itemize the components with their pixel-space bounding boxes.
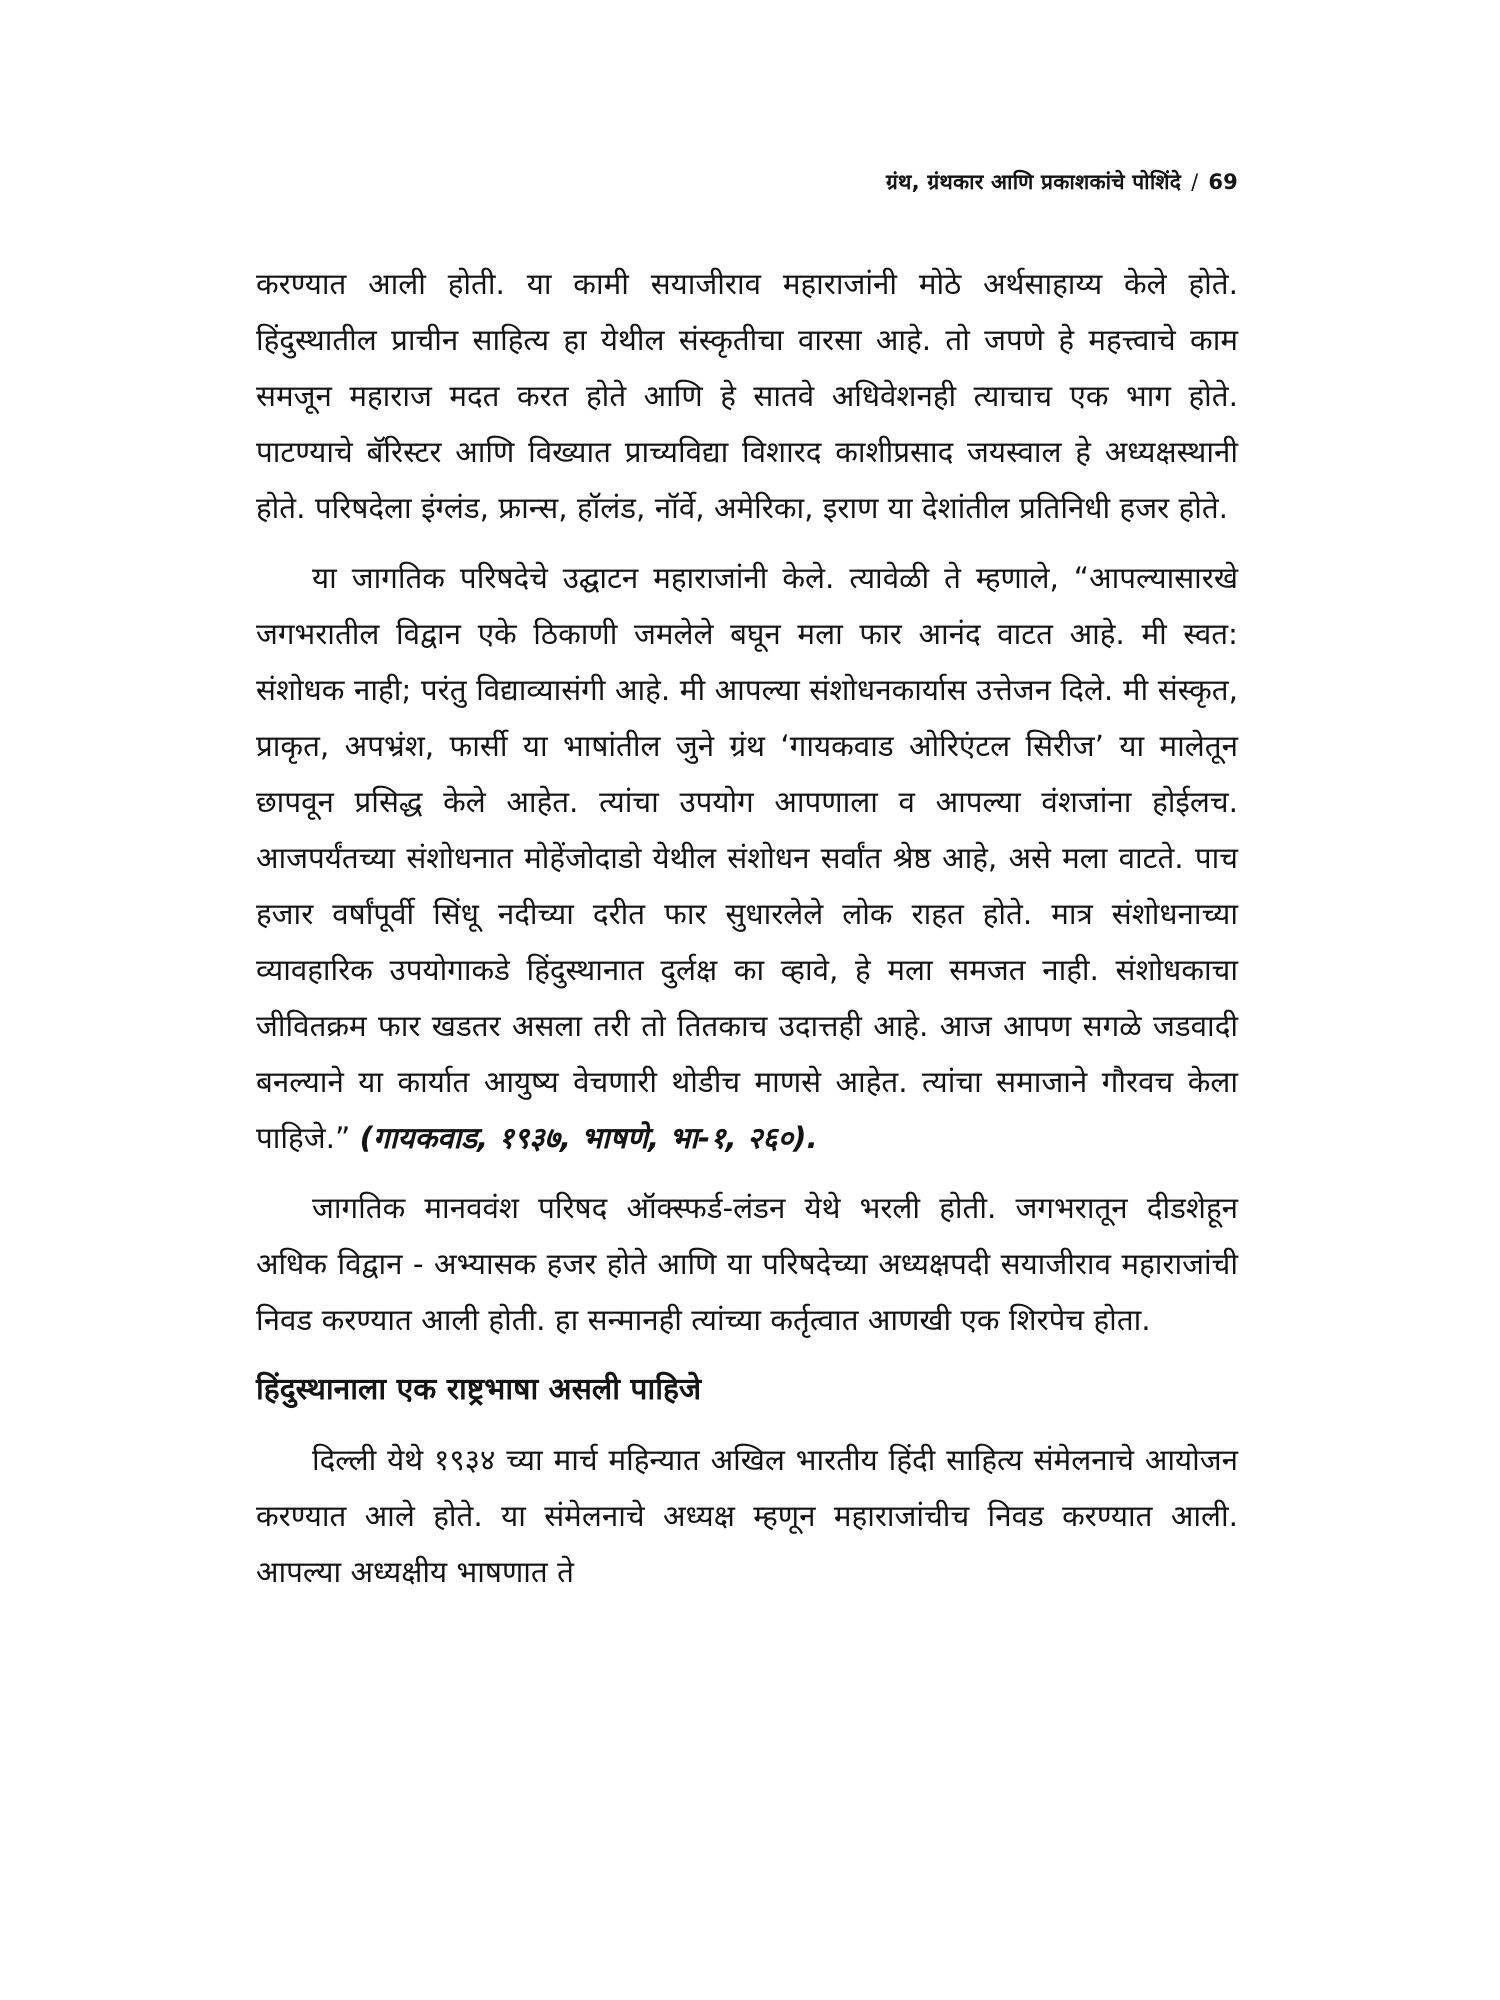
header-title: ग्रंथ, ग्रंथकार आणि प्रकाशकांचे पोशिंदे: [885, 170, 1182, 194]
page-number: 69: [1208, 170, 1238, 194]
header-separator: /: [1191, 170, 1199, 194]
citation: (गायकवाड, १९३७, भाषणे, भा-१, २६०).: [359, 1121, 818, 1155]
paragraph-2: [256, 550, 1238, 1166]
section-heading: हिंदुस्थानाला एक राष्ट्रभाषा असली पाहिजे: [256, 1372, 702, 1407]
paragraph-4: दिल्ली येथे १९३४ च्या मार्च महिन्यात अखिल भारतीय हिंदी साहित्य संमेलनाचे आयोजन करण्यात आले होते. या संमेलनाचे अध्यक्ष म्हणून महाराजांचीच निवड करण्यात आली. आपल्या अध्यक्षीय भाषणात ते: [256, 1443, 1238, 1589]
paragraph-1: करण्यात आली होती. या कामी सयाजीराव महाराजांनी मोठे अर्थसाहाय्य केले होते. हिंदुस्थातील प्राचीन साहित्य हा येथील संस्कृतीचा वारसा आहे. तो जपणे हे महत्त्वाचे काम समजून महाराज मदत करत होते आणि हे सातवे अधिवेशनही त्याचाच एक भाग होते. पाटण्याचे बॅरिस्टर आणि विख्यात प्राच्यविद्या विशारद काशीप्रसाद जयस्वाल हे अध्यक्षस्थानी होते. परिषदेला इंग्लंड, फ्रान्स, हॉलंड, नॉर्वे, अमेरिका, इराण या देशांतील प्रतिनिधी हजर होते.: [256, 267, 1238, 525]
paragraph-3: जागतिक मानववंश परिषद ऑक्स्फर्ड-लंडन येथे भरली होती. जगभरातून दीडशेहून अधिक विद्वान - अभ्यासक हजर होते आणि या परिषदेच्या अध्यक्षपदी सयाजीराव महाराजांची निवड करण्यात आली होती. हा सन्मानही त्यांच्या कर्तृत्वात आणखी एक शिरपेच होता.: [256, 1191, 1238, 1337]
body-text: [256, 256, 1238, 1614]
running-header: [886, 168, 1238, 196]
paragraph-2-text: या जागतिक परिषदेचे उद्घाटन महाराजांनी केले. त्यावेळी ते म्हणाले, “आपल्यासारखे जगभरातील विद्वान एके ठिकाणी जमलेले बघून मला फार आनंद वाटत आहे. मी स्वत: संशोधक नाही; परंतु विद्याव्यासंगी आहे. मी आपल्या संशोधनकार्यास उत्तेजन दिले. मी संस्कृत, प्राकृत, अपभ्रंश, फार्सी या भाषांतील जुने ग्रंथ ‘गायकवाड ओरिएंटल सिरीज’ या मालेतून छापवून प्रसिद्ध केले आहेत. त्यांचा उपयोग आपणाला व आपल्या वंशजांना होईलच. आजपर्यंतच्या संशोधनात मोहेंजोदाडो येथील संशोधन सर्वांत श्रेष्ठ आहे, असे मला वाटते. पाच हजार वर्षांपूर्वी सिंधू नदीच्या दरीत फार सुधारलेले लोक राहत होते. मात्र संशोधनाच्या व्यावहारिक उपयोगाकडे हिंदुस्थानात दुर्लक्ष का व्हावे, हे मला समजत नाही. संशोधकाचा जीवितक्रम फार खडतर असला तरी तो तितकाच उदात्तही आहे. आज आपण सगळे जडवादी बनल्याने या कार्यात आयुष्य वेचणारी थोडीच माणसे आहेत. त्यांचा समाजाने गौरवच केला पाहिजे.”: [256, 561, 1238, 1155]
